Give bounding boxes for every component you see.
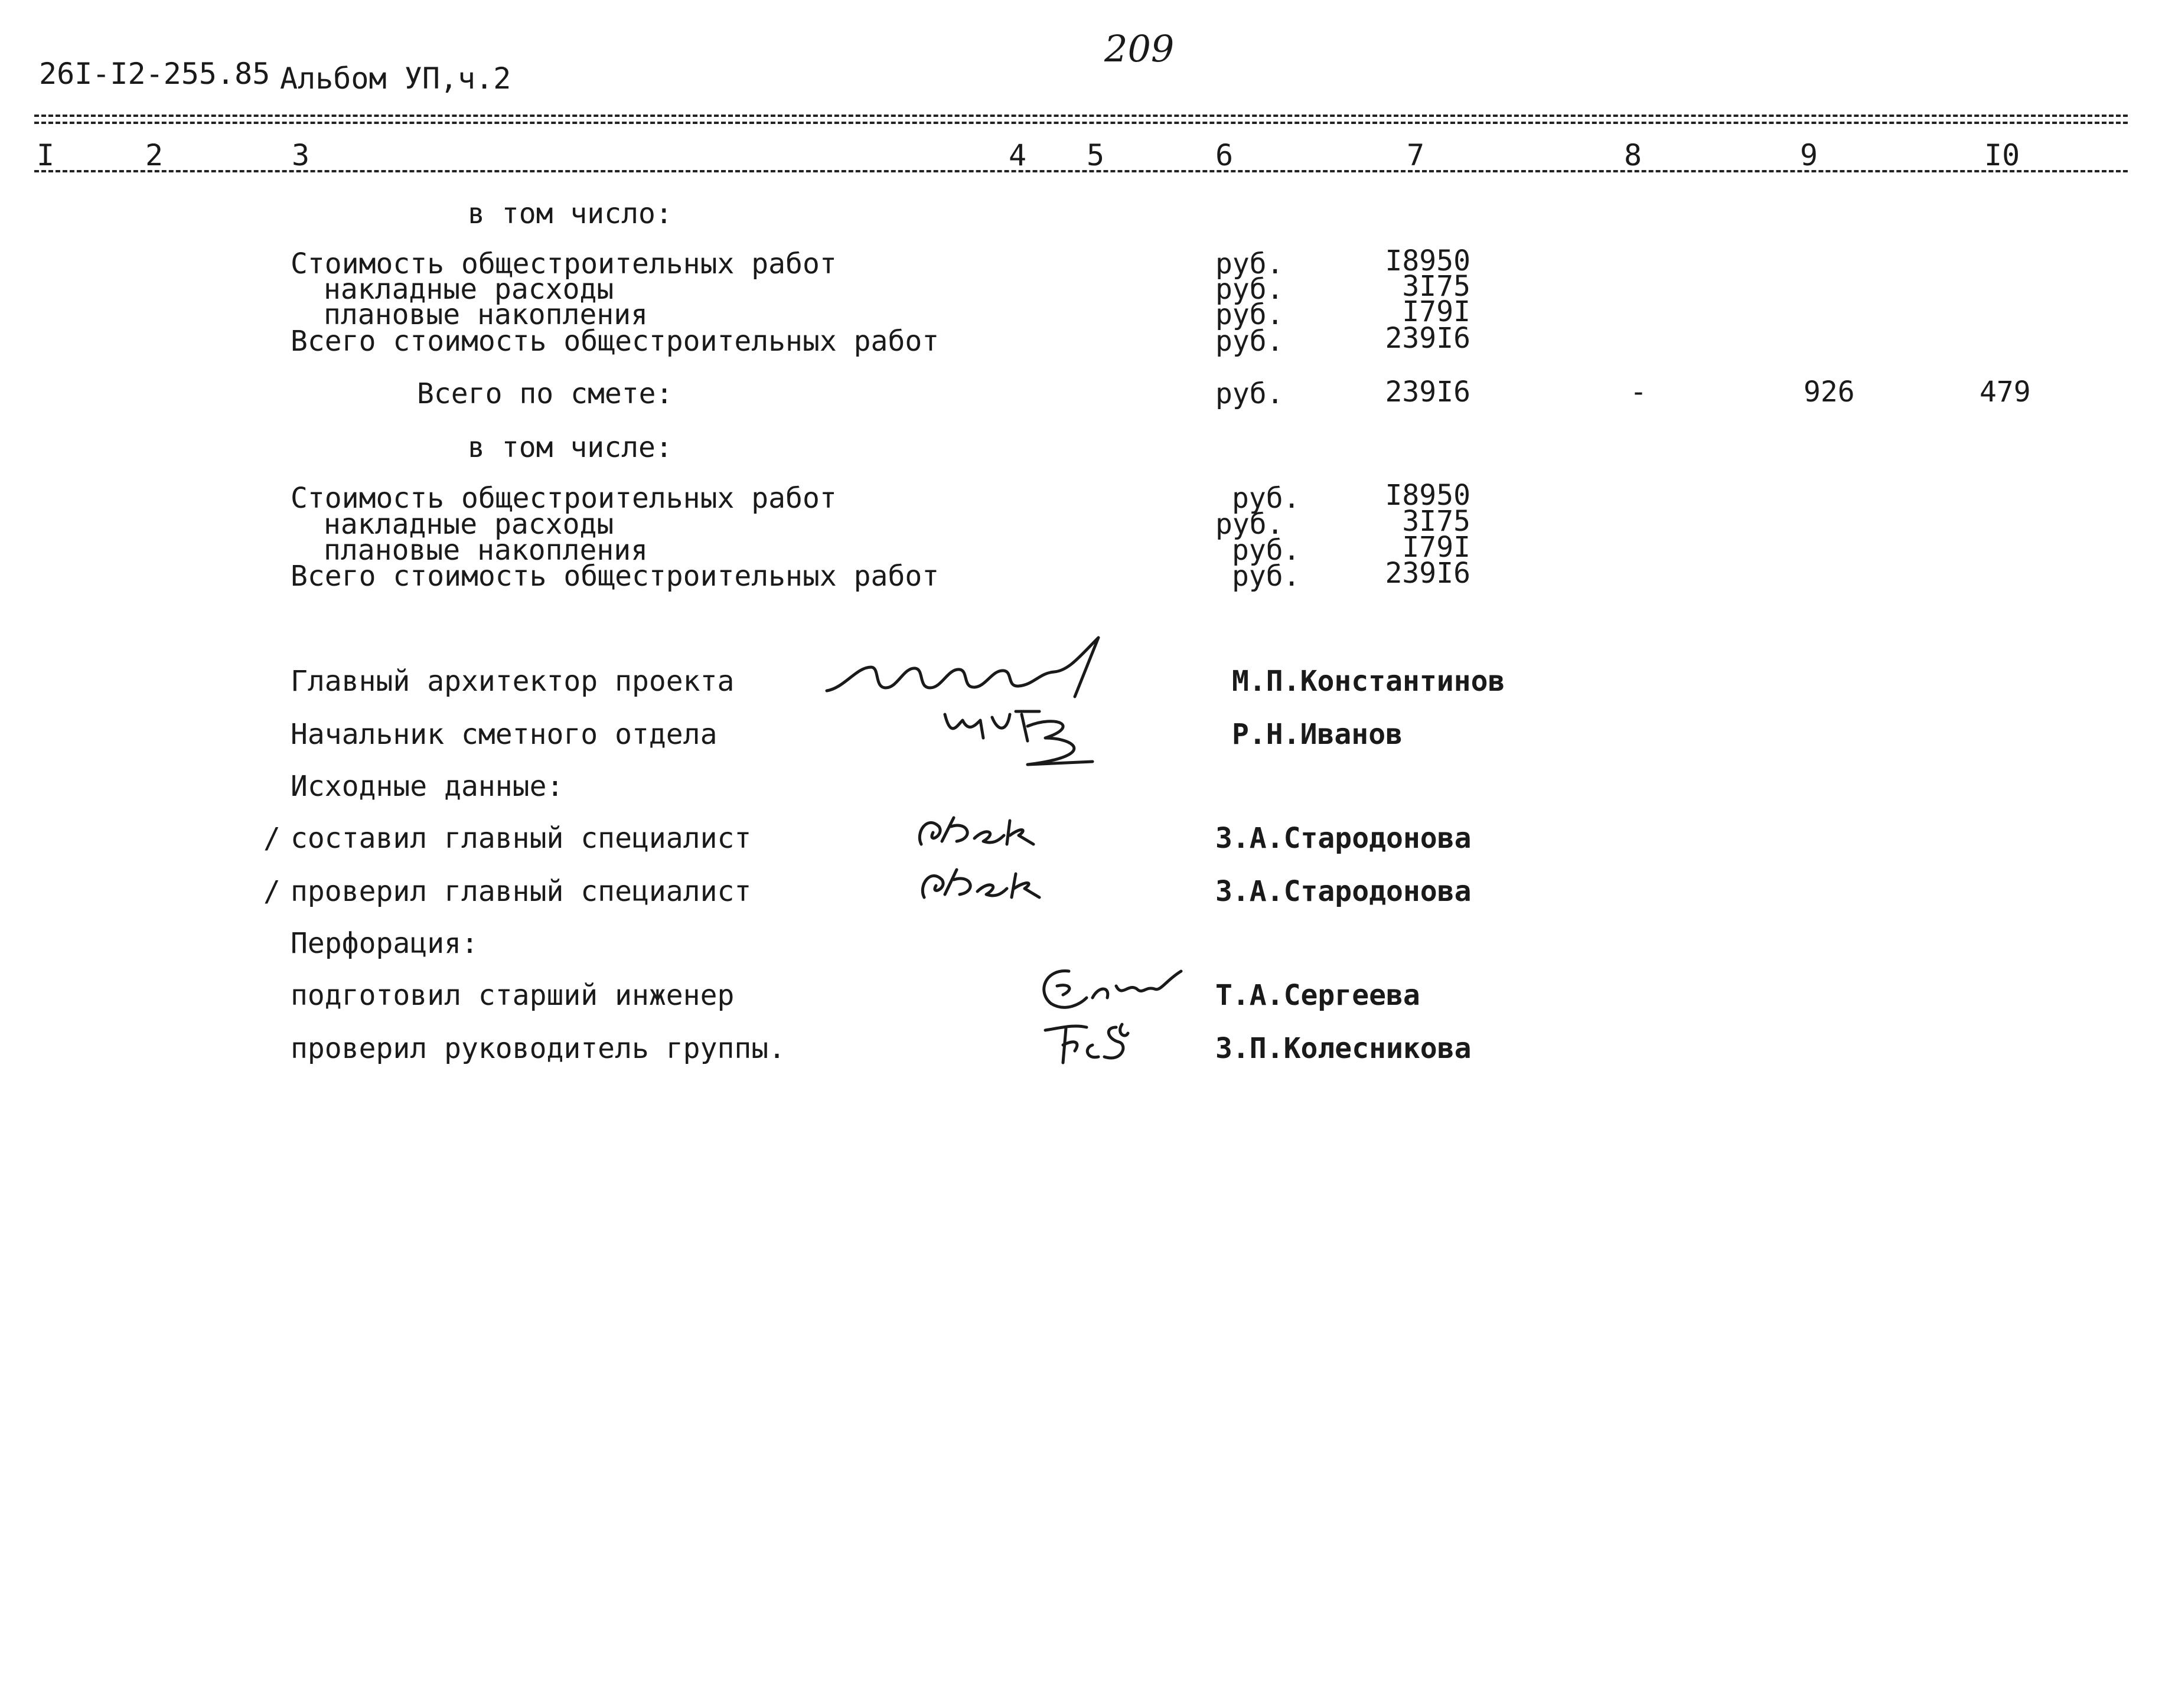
compiled-mark: / — [263, 822, 281, 855]
rule-top — [34, 115, 2128, 117]
album-title: Альбом УП,ч.2 — [280, 61, 511, 96]
total-col7: 239I6 — [1385, 375, 1470, 409]
block2-row-label: накладные расходы — [324, 508, 614, 541]
signature-compiled — [909, 809, 1045, 856]
perforation-title: Перфорация: — [291, 927, 478, 960]
prepared-name: Т.А.Сергеева — [1215, 979, 1420, 1012]
col-number-7: 7 — [1407, 138, 1425, 172]
col-number-1: I — [37, 138, 55, 172]
col-number-10: I0 — [1984, 138, 2020, 172]
col-number-4: 4 — [1009, 138, 1027, 172]
signature-prepared — [1033, 962, 1187, 1015]
block2-row-value: 3I75 — [1402, 505, 1470, 538]
block1-row-label: Стоимость общестроительных работ — [291, 247, 837, 280]
checked-mark: / — [263, 875, 281, 908]
checked-role: проверил главный специалист — [291, 875, 752, 908]
block1-row-unit: руб. — [1215, 247, 1284, 280]
total-col10: 479 — [1980, 375, 2031, 409]
signature-estimate-head — [939, 703, 1104, 773]
block2-row-value: I79I — [1402, 531, 1470, 564]
col-number-3: 3 — [292, 138, 310, 172]
prepared-role: подготовил старший инженер — [291, 979, 735, 1012]
signature-chief-architect — [821, 632, 1116, 708]
group-check-role: проверил руководитель группы. — [291, 1032, 786, 1065]
block2-row-value: 239I6 — [1385, 557, 1470, 590]
checked-name: З.А.Стародонова — [1215, 875, 1472, 908]
block2-subtitle: в том числе: — [468, 431, 673, 464]
total-unit: руб. — [1215, 377, 1284, 410]
block1-row-label: накладные расходы — [324, 273, 614, 306]
block1-row-value: 239I6 — [1385, 322, 1470, 355]
document-code: 26I-I2-255.85 — [39, 57, 270, 91]
rule-top-2 — [34, 122, 2128, 124]
estimate-head-role: Начальник сметного отдела — [291, 718, 718, 751]
source-data-title: Исходные данные: — [291, 770, 564, 803]
block1-subtitle: в том число: — [468, 197, 673, 230]
col-number-2: 2 — [145, 138, 164, 172]
col-number-6: 6 — [1215, 138, 1234, 172]
total-col8: - — [1630, 375, 1647, 409]
group-check-name: З.П.Колесникова — [1215, 1032, 1472, 1065]
block1-row-label: Всего стоимость общестроительных работ — [291, 325, 940, 358]
block1-row-value: 3I75 — [1402, 270, 1470, 303]
block1-row-label: плановые накопления — [324, 298, 648, 331]
compiled-name: З.А.Стародонова — [1215, 822, 1472, 855]
page-number: 209 — [1104, 27, 1175, 70]
compiled-role: составил главный специалист — [291, 822, 752, 855]
block2-row-label: плановые накопления — [324, 534, 648, 567]
total-col9: 926 — [1804, 375, 1855, 409]
total-label: Всего по смете: — [417, 377, 673, 410]
col-number-9: 9 — [1800, 138, 1818, 172]
block1-row-unit: руб. — [1215, 325, 1284, 358]
block2-row-unit: руб. — [1215, 508, 1284, 541]
block1-row-value: I8950 — [1385, 244, 1470, 277]
block2-row-value: I8950 — [1385, 479, 1470, 512]
block2-row-unit: руб. — [1232, 482, 1300, 515]
block2-row-label: Стоимость общестроительных работ — [291, 482, 837, 515]
block2-row-label: Всего стоимость общестроительных работ — [291, 560, 940, 593]
block1-row-unit: руб. — [1215, 298, 1284, 331]
chief-architect-name: М.П.Константинов — [1232, 665, 1505, 698]
block2-row-unit: руб. — [1232, 560, 1300, 593]
col-number-5: 5 — [1087, 138, 1105, 172]
signature-group-check — [1039, 1015, 1157, 1069]
block1-row-unit: руб. — [1215, 273, 1284, 306]
col-number-8: 8 — [1624, 138, 1642, 172]
chief-architect-role: Главный архитектор проекта — [291, 665, 735, 698]
block1-row-value: I79I — [1402, 295, 1470, 328]
block2-row-unit: руб. — [1232, 534, 1300, 567]
signature-checked — [912, 859, 1048, 906]
estimate-head-name: Р.Н.Иванов — [1232, 718, 1403, 751]
